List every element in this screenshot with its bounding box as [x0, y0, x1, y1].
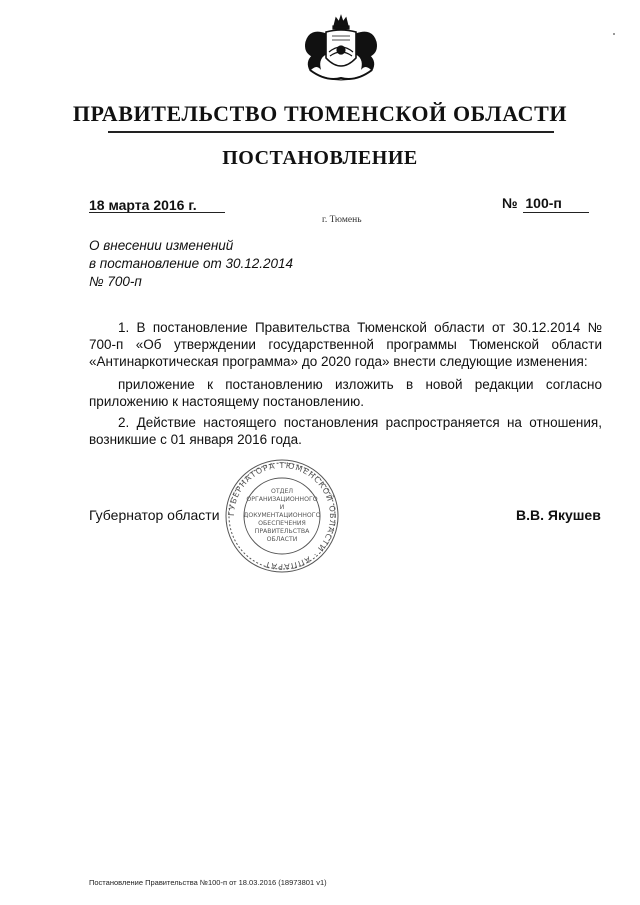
signatory-role: Губернатор области: [89, 507, 220, 523]
stamp-ring-text: ГУБЕРНАТОРА ТЮМЕНСКОЙ ОБЛАСТИ · АППАРАТ: [226, 460, 338, 572]
government-title: ПРАВИТЕЛЬСТВО ТЮМЕНСКОЙ ОБЛАСТИ: [72, 101, 568, 126]
subject-line: в постановление от 30.12.2014: [89, 256, 294, 271]
decree-number: № 100-п: [502, 195, 562, 211]
official-stamp: [220, 456, 344, 574]
stamp-line: ОТДЕЛ: [270, 488, 294, 495]
decree-subject: [89, 237, 293, 291]
stamp-line: ОРГАНИЗАЦИОННОГО: [246, 496, 318, 503]
stamp-line: ПРАВИТЕЛЬСТВА: [254, 528, 310, 535]
signatory-name: В.В. Якушев: [516, 507, 601, 523]
coat-of-arms-emblem: [296, 12, 386, 86]
city-label: г. Тюмень: [322, 215, 362, 225]
paragraph-2: приложение к постановлению изложить в новой редакции согласно приложению к настоящему постановлению.: [89, 377, 602, 409]
title-underline: [108, 131, 554, 133]
document-type: ПОСТАНОВЛЕНИЕ: [222, 147, 418, 169]
stamp-line: ОБЛАСТИ: [266, 536, 298, 543]
stamp-line: ДОКУМЕНТАЦИОННОГО: [243, 512, 321, 519]
scan-speck: [613, 33, 615, 35]
document-footer: Постановление Правительства №100-п от 18.03.2016 (18973801 v1): [89, 878, 327, 887]
number-underline: [523, 212, 589, 213]
paragraph-3: 2. Действие настоящего постановления распространяется на отношения, возникшие с 01 января 2016 года.: [89, 415, 602, 447]
paragraph-1: 1. В постановление Правительства Тюменской области от 30.12.2014 № 700-п «Об утверждении государственной программы Тюменской области «Антинаркотическая программа» до 2020 года» внести следующие изменения:: [89, 320, 602, 369]
subject-line: № 700-п: [89, 274, 142, 289]
subject-line: О внесении изменений: [89, 238, 234, 253]
stamp-line: ОБЕСПЕЧЕНИЯ: [258, 520, 306, 527]
decree-date: 18 марта 2016 г.: [89, 197, 197, 213]
date-underline: [89, 212, 225, 213]
stamp-line: И: [279, 504, 285, 511]
